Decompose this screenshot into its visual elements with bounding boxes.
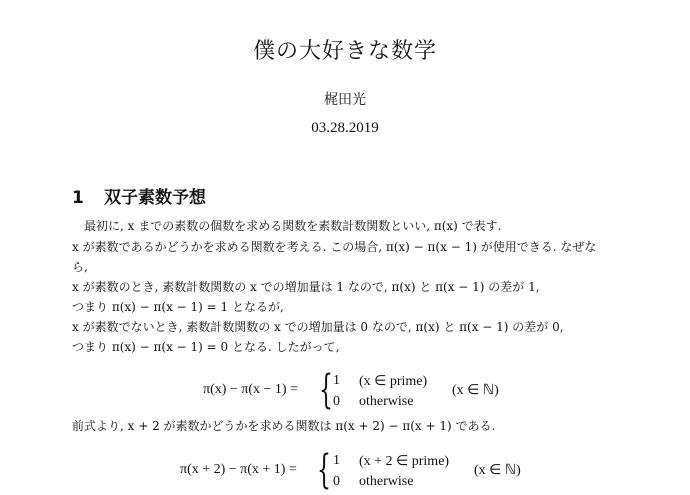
equation-2-case1-condition: (x + 2 ∈ prime): [359, 454, 450, 469]
equation-1-case2-value: 0: [333, 394, 340, 409]
paragraph-line: 最初に, x までの素数の個数を求める関数を素数計数関数といい, π(x) で表す.: [84, 219, 502, 233]
document-author: 梶田光: [324, 92, 366, 108]
equation-2-case2-condition: otherwise: [359, 474, 414, 489]
equation-1-case2-condition: otherwise: [359, 394, 414, 409]
paragraph-line: 前式より, x + 2 が素数かどうかを求める関数は π(x + 2) − π(x + 1) である.: [72, 419, 496, 433]
paragraph-line: つまり π(x) − π(x − 1) = 0 となる. したがって,: [72, 340, 340, 354]
document-date: 03.28.2019: [311, 120, 379, 136]
equation-1-case1-value: 1: [333, 373, 340, 388]
section-heading: [72, 183, 206, 208]
equation-2-case2-value: 0: [333, 474, 340, 489]
equation-1-case1-condition: (x ∈ prime): [359, 374, 428, 389]
paragraph-line: x が素数でないとき, 素数計数関数の x での増加量は 0 なので, π(x) と π(x − 1) の差が 0,: [72, 320, 564, 334]
equation-2: [0, 447, 690, 494]
document-title: 僕の大好きな数学: [252, 39, 437, 64]
equation-1-domain: (x ∈ ℕ): [452, 383, 499, 398]
paragraph-line: つまり π(x) − π(x − 1) = 1 となるが,: [72, 300, 284, 314]
section-title: 双子素数予想: [104, 188, 206, 208]
equation-2-case1-value: 1: [333, 453, 340, 468]
paragraph-line: x が素数のとき, 素数計数関数の x での増加量は 1 なので, π(x) と π(x − 1) の差が 1,: [72, 280, 540, 294]
equation-1-brace: {: [319, 367, 333, 413]
equation-1: [0, 367, 690, 414]
equation-2-lhs: π(x + 2) − π(x + 1) =: [180, 462, 297, 477]
paragraph-line: x が素数であるかどうかを求める関数を考える. この場合, π(x) − π(x − 1) が使用できる. なぜな: [72, 240, 597, 254]
equation-2-brace: {: [317, 447, 331, 493]
section-number: 1: [72, 188, 84, 208]
paragraph-line: ら,: [72, 260, 88, 274]
equation-1-lhs: π(x) − π(x − 1) =: [203, 382, 298, 397]
equation-2-domain: (x ∈ ℕ): [474, 463, 521, 478]
